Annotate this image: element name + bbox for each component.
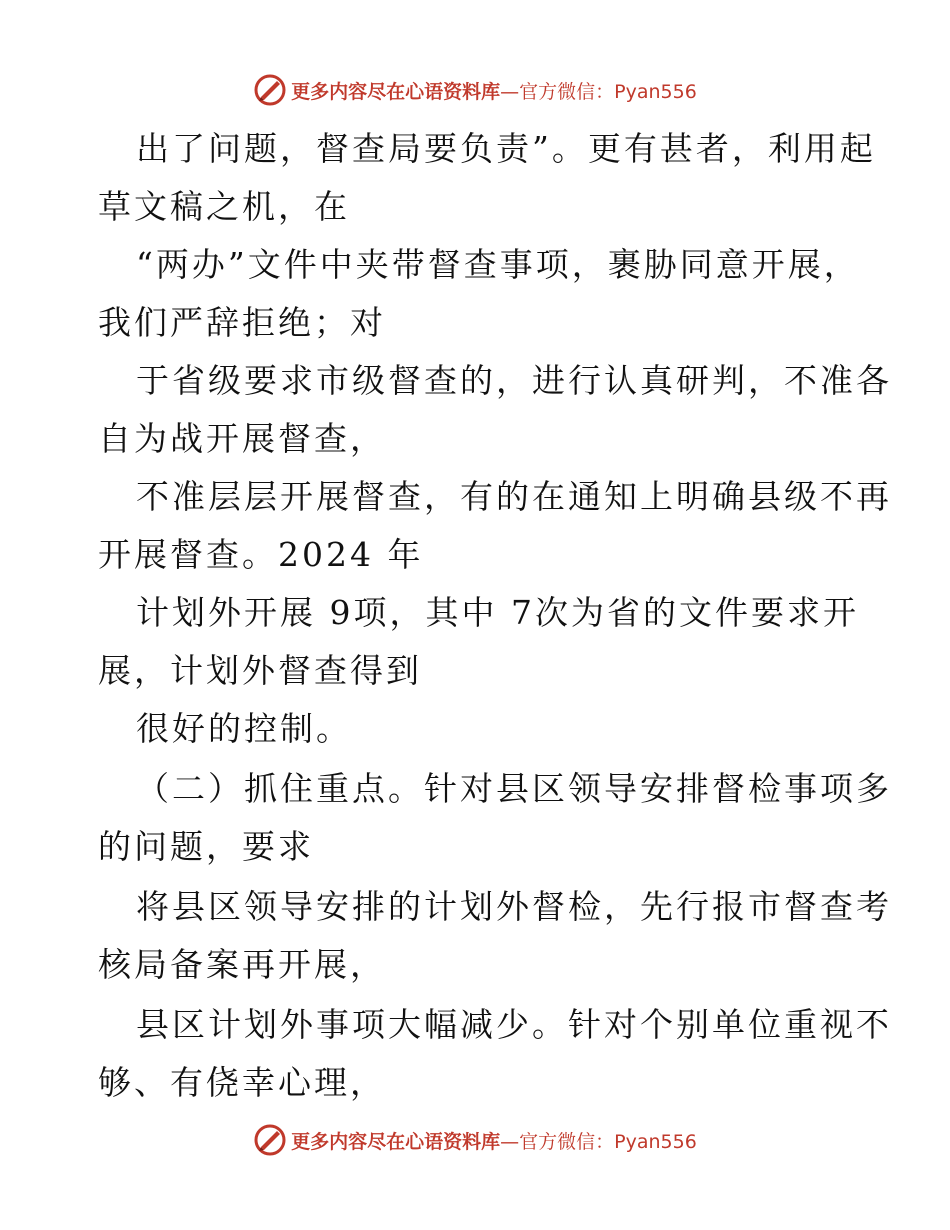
text-line: “两办”文件中夹带督查事项，裹胁同意开展， — [136, 245, 860, 284]
text-line: 开展督查。2024 年 — [98, 535, 424, 574]
header-watermark — [0, 70, 950, 110]
text-line: 将县区领导安排的计划外督检，先行报市督查考 — [136, 887, 892, 926]
text-line: 自为战开展督查， — [98, 419, 386, 458]
watermark-sub-text: —官方微信：Pyan556 — [500, 80, 697, 103]
watermark-main-text: 更多内容尽在心语资料库 — [291, 1130, 501, 1153]
text-line: 不准层层开展督查，有的在通知上明确县级不再 — [136, 477, 892, 516]
pen-logo-icon — [253, 73, 287, 107]
watermark-main-text: 更多内容尽在心语资料库 — [291, 80, 501, 103]
footer-watermark — [0, 1120, 950, 1160]
text-line: 草文稿之机，在 — [98, 187, 350, 226]
text-line: 计划外开展 9项，其中 7次为省的文件要求开 — [136, 593, 859, 632]
text-line: （二）抓住重点。针对县区领导安排督检事项多 — [136, 769, 892, 808]
text-line: 的问题，要求 — [98, 827, 314, 866]
text-line: 出了问题，督查局要负责”。更有甚者，利用起 — [136, 129, 876, 168]
text-line: 于省级要求市级督查的，进行认真研判，不准各 — [136, 361, 892, 400]
text-line: 我们严辞拒绝；对 — [98, 303, 386, 342]
text-line: 核局备案再开展， — [98, 945, 386, 984]
watermark-sub-text: —官方微信：Pyan556 — [500, 1130, 697, 1153]
pen-logo-icon — [253, 1123, 287, 1157]
text-line: 展，计划外督查得到 — [98, 651, 422, 690]
text-line: 很好的控制。 — [136, 709, 352, 748]
text-line: 县区计划外事项大幅减少。针对个别单位重视不 — [136, 1005, 892, 1044]
text-line: 够、有侥幸心理， — [98, 1063, 386, 1102]
